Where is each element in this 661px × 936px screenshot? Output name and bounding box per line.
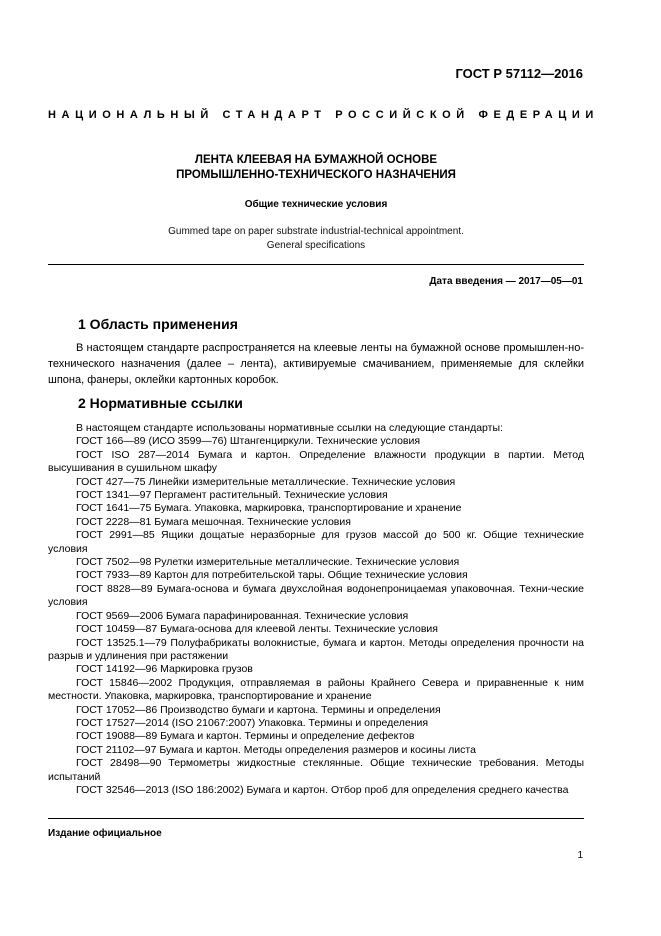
english-title (48, 225, 584, 253)
title-line-1: ЛЕНТА КЛЕЕВАЯ НА БУМАЖНОЙ ОСНОВЕ (194, 154, 438, 166)
list-item: ГОСТ 2228—81 Бумага мешочная. Технические условия (76, 515, 351, 528)
section-1-text: В настоящем стандарте распространяется на клеевые ленты на бумажной основе промышлен-но-технического назначения (далее – лента), активируемые смачиванием, применяемые для склейки шпона, фанеры, оклейки картонных коробок. (48, 342, 584, 386)
list-item: ГОСТ 1341—97 Пергамент растительный. Технические условия (76, 489, 388, 502)
national-standard-banner: НАЦИОНАЛЬНЫЙ СТАНДАРТ РОССИЙСКОЙ ФЕДЕРАЦИИ (48, 109, 599, 121)
footer-divider (48, 818, 584, 819)
introduction-date: Дата введения — 2017—05—01 (429, 276, 583, 287)
list-item: ГОСТ 14192—96 Маркировка грузов (76, 663, 253, 676)
list-item: ГОСТ 166—89 (ИСО 3599—76) Штангенциркули. Технические условия (76, 435, 421, 448)
document-title (48, 153, 584, 183)
list-item: ГОСТ 17527—2014 (ISO 21067:2007) Упаковка. Термины и определения (76, 716, 429, 729)
list-item: ГОСТ 17052—86 Производство бумаги и картона. Термины и определения (76, 703, 441, 716)
section-2-heading: 2 Нормативные ссылки (78, 395, 243, 411)
list-item: ГОСТ 15846—2002 Продукция, отправляемая в районы Крайнего Севера и приравненные к ним местности. Упаковка, маркировка, транспортирование и хранение (48, 676, 584, 703)
document-subtitle: Общие технические условия (244, 199, 388, 210)
list-item: ГОСТ 10459—87 Бумага-основа для клеевой ленты. Технические условия (76, 623, 438, 636)
list-item: ГОСТ 7933—89 Картон для потребительской тары. Общие технические условия (76, 569, 468, 582)
list-item: ГОСТ 8828—89 Бумага-основа и бумага двухслойная водонепроницаемая упаковочная. Техни-ческие условия (48, 582, 584, 609)
section-1-heading: 1 Область применения (78, 316, 238, 332)
english-title-line-2: General specifications (266, 240, 366, 251)
list-item: ГОСТ 32546—2013 (ISO 186:2002) Бумага и картон. Отбор проб для определения среднего качества (76, 783, 569, 796)
references-intro: В настоящем стандарте использованы нормативные ссылки на следующие стандарты: (76, 422, 503, 434)
list-item: ГОСТ ISO 287—2014 Бумага и картон. Определение влажности продукции в партии. Метод высушивания в сушильном шкафу (48, 448, 584, 475)
list-item: ГОСТ 427—75 Линейки измерительные металлические. Технические условия (76, 475, 456, 488)
page-number: 1 (577, 850, 583, 861)
english-title-line-1: Gummed tape on paper substrate industrial-technical appointment. (168, 226, 464, 237)
official-edition-label: Издание официальное (48, 828, 162, 839)
header-divider (48, 264, 584, 265)
title-line-2: ПРОМЫШЛЕННО-ТЕХНИЧЕСКОГО НАЗНАЧЕНИЯ (176, 169, 456, 181)
list-item: ГОСТ 1641—75 Бумага. Упаковка, маркировка, транспортирование и хранение (76, 502, 462, 515)
list-item: ГОСТ 28498—90 Термометры жидкостные стеклянные. Общие технические требования. Методы испытаний (48, 757, 584, 783)
list-item: ГОСТ 9569—2006 Бумага парафинированная. Технические условия (76, 609, 409, 622)
list-item: ГОСТ 21102—97 Бумага и картон. Методы определения размеров и косины листа (76, 743, 476, 756)
normative-references-list (48, 422, 584, 797)
list-item: ГОСТ 2991—85 Ящики дощатые неразборные для грузов массой до 500 кг. Общие технические условия (48, 529, 584, 555)
list-item: ГОСТ 19088—89 Бумага и картон. Термины и определение дефектов (76, 730, 415, 743)
list-item: ГОСТ 13525.1—79 Полуфабрикаты волокнистые, бумага и картон. Методы определения прочности на разрыв и удлинения при растяжении (48, 636, 584, 662)
gost-number: ГОСТ Р 57112—2016 (455, 66, 583, 81)
list-item: ГОСТ 7502—98 Рулетки измерительные металлические. Технические условия (76, 556, 460, 569)
